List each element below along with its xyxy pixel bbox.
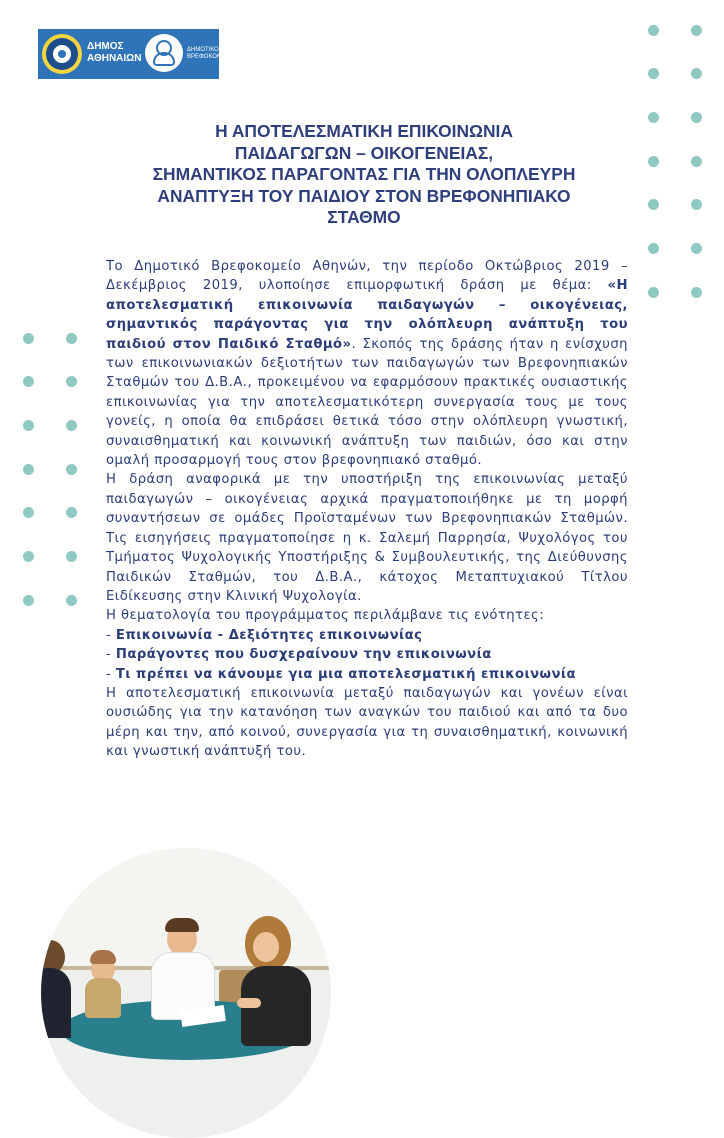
list-item: - Επικοινωνία - Δεξιότητες επικοινωνίας [106,627,423,643]
decorative-dot [648,199,659,210]
logo-banner [38,29,233,79]
list-item: - Τι πρέπει να κάνουμε για μια αποτελεσματική επικοινωνία [106,666,576,682]
page-title [104,121,624,229]
title-line: Η ΑΠΟΤΕΛΕΣΜΑΤΙΚΗ ΕΠΙΚΟΙΝΩΝΙΑ [215,121,513,141]
foundling-hospital-logo-icon [145,34,183,72]
decorative-dot [66,595,77,606]
municipality-seal-icon [42,34,82,74]
decorative-dot [66,376,77,387]
program-theme: «Η αποτελεσματική επικοινωνία παιδαγωγών – οικογένειας, σημαντικός παράγοντας για την ολόπλευρη ανάπτυξη του παιδιού στον Παιδικό Σταθμό» [106,278,628,352]
decorative-dot [66,551,77,562]
decorative-dot [648,156,659,167]
article-body [106,257,628,762]
title-line: ΣΗΜΑΝΤΙΚΟΣ ΠΑΡΑΓΟΝΤΑΣ ΓΙΑ ΤΗΝ ΟΛΟΠΛΕΥΡΗ [152,164,576,185]
decorative-dot [691,68,702,79]
decorative-dot [23,507,34,518]
decorative-dot [691,199,702,210]
decorative-dot [66,507,77,518]
classroom-photo [41,848,331,1138]
paragraph-intro: Το Δημοτικό Βρεφοκομείο Αθηνών, την περίοδο Οκτώβριος 2019 – Δεκέμβριος 2019, υλοποίησε επιμορφωτική δράση με θέμα: «Η αποτελεσματική επικοινωνία παιδαγωγών – οικογένειας, σημαντικός παράγοντας για την ολόπλευρη ανάπτυξη του παιδιού στον Παιδικό Σταθμό». Σκοπός της δράσης ήταν η ενίσχυση των επικοινωνιακών δεξιοτήτων των παιδαγωγών των Βρεφονηπιακών Σταθμών του Δ.Β.Α., προκειμένου να εφαρμόσουν πρακτικές ουσιαστικής επικοινωνίας για την αποτελεσματικότερη συνεργασία τους με τους γονείς, η οποία θα επιδράσει θετικά τόσο στην ολόπλευρη γνωστική, συναισθηματική και κοινωνική ανάπτυξη των παιδιών, όσο και στην ομαλή προσαρμογή τους στον βρεφονηπιακό σταθμό. [106,259,628,469]
decorative-dot [691,243,702,254]
decorative-dot [691,156,702,167]
decorative-dot [691,287,702,298]
decorative-dot [66,420,77,431]
decorative-dot [691,112,702,123]
decorative-dot [691,25,702,36]
decorative-dot [66,333,77,344]
topics-list [106,626,628,684]
decorative-dot [23,420,34,431]
decorative-dot [23,333,34,344]
title-line: ΣΤΑΘΜΟ [327,207,401,228]
decorative-dot [23,551,34,562]
title-line: ΑΝΑΠΤΥΞΗ ΤΟΥ ΠΑΙΔΙΟΥ ΣΤΟΝ ΒΡΕΦΟΝΗΠΙΑΚΟ [157,185,571,206]
decorative-dot [648,25,659,36]
decorative-dot [648,243,659,254]
title-line: ΠΑΙΔΑΓΩΓΩΝ – ΟΙΚΟΓΕΝΕΙΑΣ, [234,142,494,163]
decorative-dot [23,464,34,475]
paragraph-conclusion: Η αποτελεσματική επικοινωνία μεταξύ παιδαγωγών και γονέων είναι ουσιώδης για την κατανόηση των αναγκών του παιδιού και από τα δυο μέρη και την, από κοινού, συνεργασία για τη συναισθηματική, κοινωνική και γνωστική ανάπτυξή του. [106,685,628,760]
decorative-dot [66,464,77,475]
foundling-hospital-label: ΔΗΜΟΤΙΚΟ ΒΡΕΦΟΚΟΜΕΙΟ [187,47,233,60]
decorative-dot [648,68,659,79]
municipality-label: ΔΗΜΟΣ ΑΘΗΝΑΙΩΝ [87,41,142,64]
decorative-dot [648,287,659,298]
decorative-dot [648,112,659,123]
decorative-dot [23,376,34,387]
list-item: - Παράγοντες που δυσχεραίνουν την επικοινωνία [106,647,492,663]
paragraph-topics: Η θεματολογία του προγράμματος περιλάμβανε τις ενότητες: [106,608,545,624]
paragraph-action: Η δράση αναφορικά με την υποστήριξη της επικοινωνίας μεταξύ παιδαγωγών – οικογένειας αρχικά πραγματοποιήθηκε με τη μορφή συναντήσεων σε ομάδες Προϊσταμένων των Βρεφονηπιακών Σταθμών. Τις εισηγήσεις πραγματοποίησε η κ. Σαλεμή Παρρησία, Ψυχολόγος του Τμήματος Ψυχολογικής Υποστήριξης & Συμβουλευτικής, της Διεύθυνσης Παιδικών Σταθμών, του Δ.Β.Α., κάτοχος Μεταπτυχιακού Τίτλου Ειδίκευσης στην Κλινική Ψυχολογία. [106,472,628,604]
decorative-dot [23,595,34,606]
